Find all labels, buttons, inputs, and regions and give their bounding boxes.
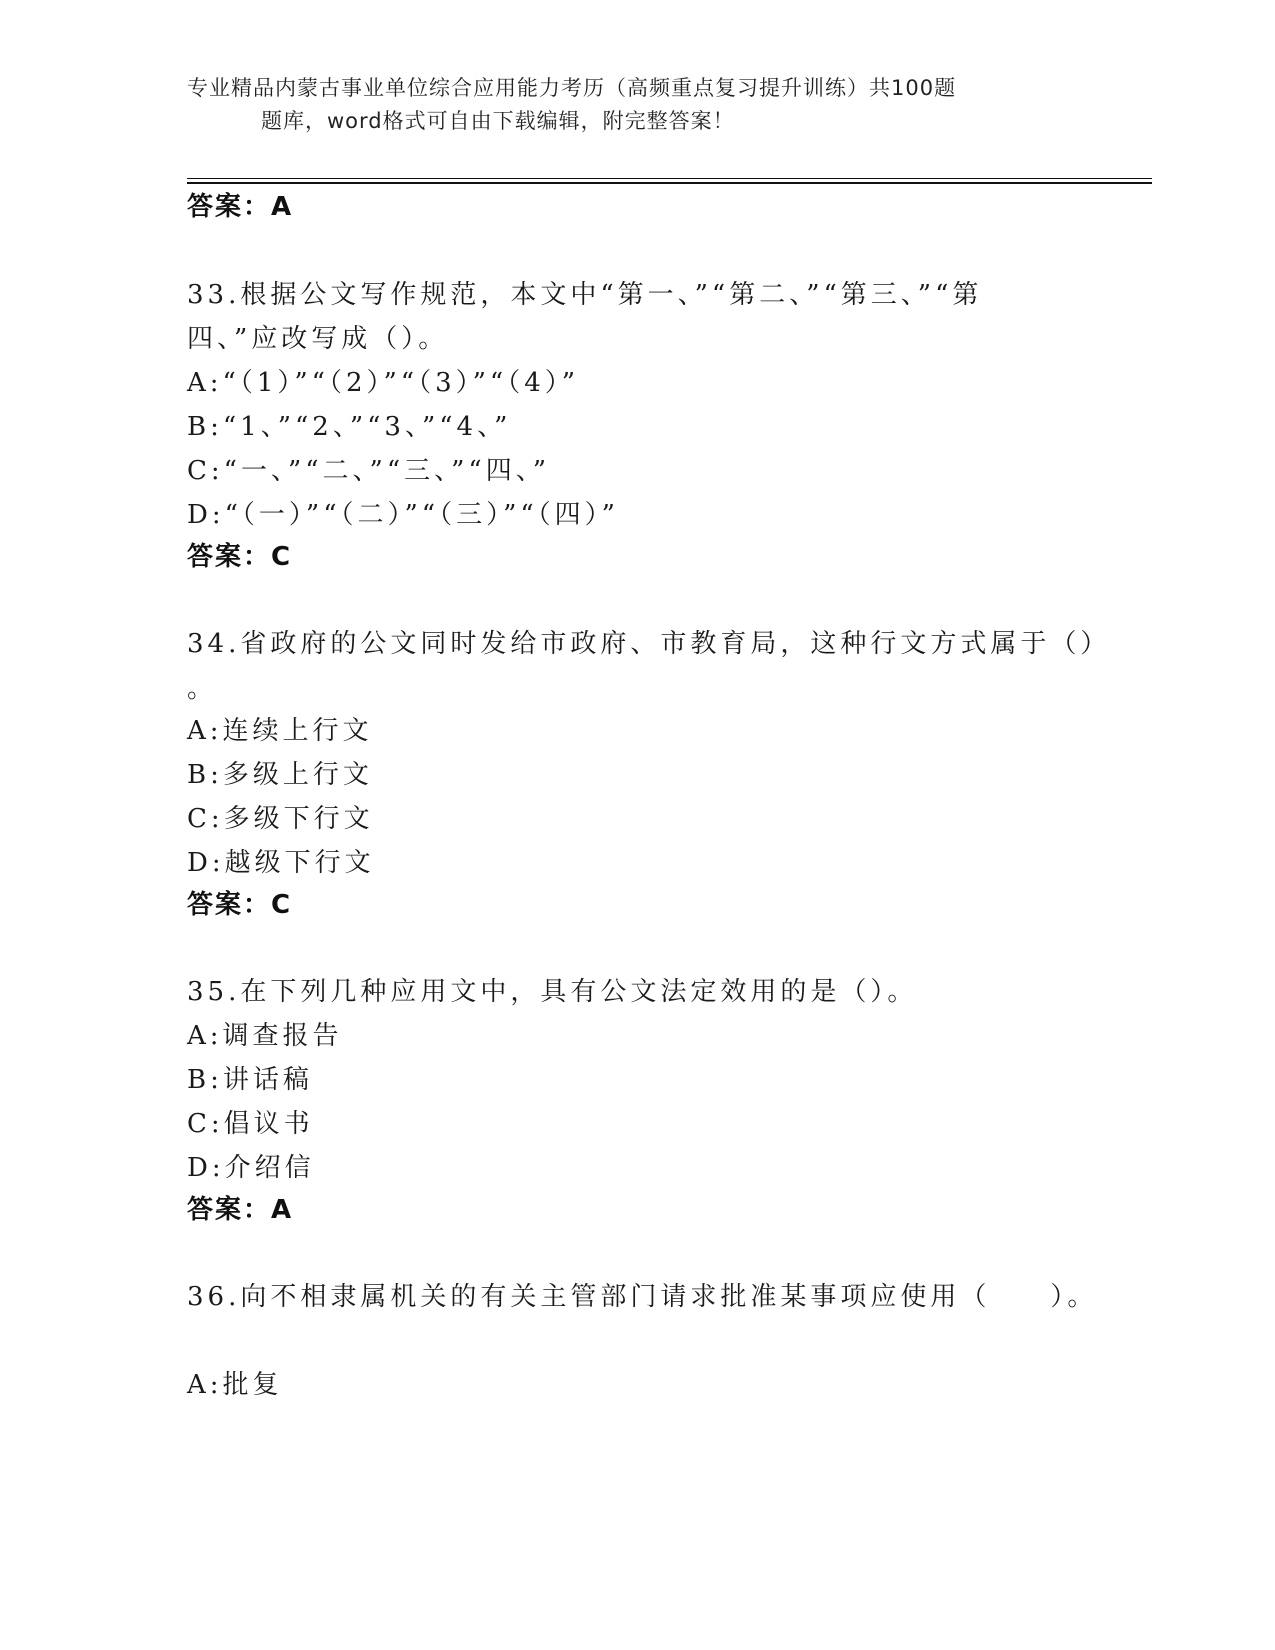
answer: 答案：A — [187, 1195, 294, 1225]
answer: 答案：C — [187, 542, 293, 572]
option-b: B:讲话稿 — [187, 1065, 313, 1095]
option-b: B:“1、”“2、”“3、”“4、” — [187, 412, 512, 442]
question-stem-line2: 四、”应改写成（）。 — [187, 324, 449, 354]
page-header — [187, 72, 1067, 138]
option-d: D:越级下行文 — [187, 848, 375, 878]
question-stem-line1: 35.在下列几种应用文中，具有公文法定效用的是（）。 — [187, 977, 918, 1007]
answer: 答案：C — [187, 890, 293, 920]
option-c: C:“一、”“二、”“三、”“四、” — [187, 456, 550, 486]
option-c: C:倡议书 — [187, 1109, 314, 1139]
option-d: D:介绍信 — [187, 1153, 315, 1183]
answer-32: 答案：A — [187, 192, 294, 222]
header-rule-thin — [187, 178, 1152, 179]
option-a: A:连续上行文 — [187, 716, 373, 746]
option-a: A:调查报告 — [187, 1021, 343, 1051]
question-stem-line1: 34.省政府的公文同时发给市政府、市教育局，这种行文方式属于（） — [187, 629, 1111, 659]
option-c: C:多级下行文 — [187, 804, 374, 834]
option-a: A:批复 — [187, 1370, 283, 1400]
question-stem-line1: 36.向不相隶属机关的有关主管部门请求批准某事项应使用（ ）。 — [187, 1282, 1098, 1312]
header-title-line2: 题库，word格式可自由下载编辑，附完整答案！ — [261, 109, 735, 133]
header-rule-thick — [187, 182, 1152, 184]
question-stem-line2: 。 — [187, 674, 218, 704]
header-title-line1: 专业精品内蒙古事业单位综合应用能力考历（高频重点复习提升训练）共100题 — [187, 76, 957, 100]
option-a: A:“（1）”“（2）”“（3）”“（4）” — [187, 368, 580, 398]
option-b: B:多级上行文 — [187, 760, 373, 790]
question-stem-line1: 33.根据公文写作规范，本文中“第一、”“第二、”“第三、”“第 — [187, 280, 983, 310]
option-d: D:“（一）”“（二）”“（三）”“（四）” — [187, 500, 619, 530]
